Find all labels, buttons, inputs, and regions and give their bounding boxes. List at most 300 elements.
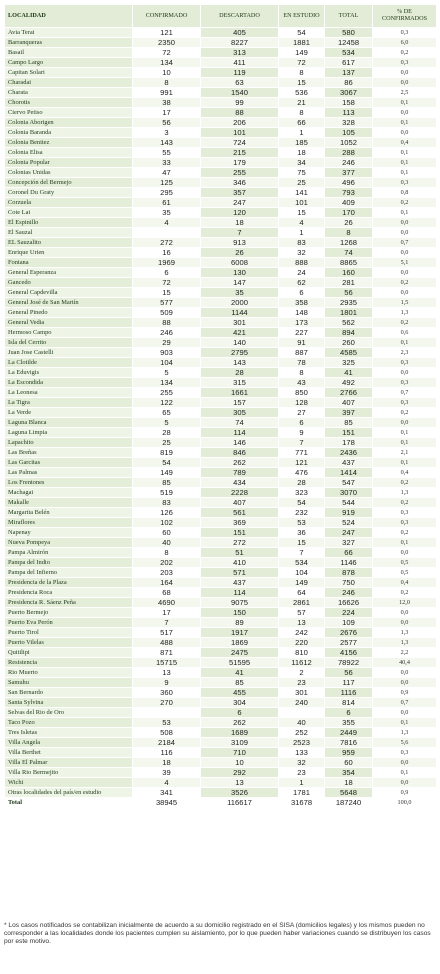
locality-cell: Resistencia xyxy=(5,658,133,668)
table-row xyxy=(5,568,437,578)
descartado-cell: 455 xyxy=(201,688,279,698)
total-cell: 547 xyxy=(325,478,373,488)
pct-cell: 0,3 xyxy=(373,358,437,368)
locality-cell: Corzuela xyxy=(5,198,133,208)
table-row xyxy=(5,88,437,98)
confirmado-cell: 819 xyxy=(133,448,201,458)
table-row xyxy=(5,788,437,798)
locality-cell: La Eduvigis xyxy=(5,368,133,378)
en-estudio-cell: 141 xyxy=(279,188,325,198)
pct-cell: 0,2 xyxy=(373,48,437,58)
total-cell: 750 xyxy=(325,578,373,588)
total-cell: 328 xyxy=(325,118,373,128)
table-row xyxy=(5,98,437,108)
footnote: * Los casos notificados se contabilizan inicialmente de acuerdo a su domicilio registrado en el SISA (domicilios legales) y los mismos pueden no corresponder a las localidades donde los pacientes cumplen su aislamiento, por lo que pueden haber variaciones cuando se distribuyen los casos por este motivo. xyxy=(4,922,431,946)
descartado-cell: 292 xyxy=(201,768,279,778)
pct-cell: 0,0 xyxy=(373,68,437,78)
en-estudio-cell: 173 xyxy=(279,318,325,328)
descartado-cell: 143 xyxy=(201,358,279,368)
pct-cell: 0,7 xyxy=(373,388,437,398)
locality-cell: Presidencia de la Plaza xyxy=(5,578,133,588)
table-row xyxy=(5,348,437,358)
confirmado-cell: 125 xyxy=(133,178,201,188)
confirmado-cell: 15 xyxy=(133,288,201,298)
confirmado-cell: 2184 xyxy=(133,738,201,748)
pct-cell: 0,0 xyxy=(373,128,437,138)
descartado-cell: 2475 xyxy=(201,648,279,658)
descartado-cell: 561 xyxy=(201,508,279,518)
total-cell: 246 xyxy=(325,588,373,598)
descartado-cell: 304 xyxy=(201,698,279,708)
locality-cell: Isla del Cerrito xyxy=(5,338,133,348)
locality-cell: Las Garcitas xyxy=(5,458,133,468)
table-row xyxy=(5,558,437,568)
descartado-cell: 2228 xyxy=(201,488,279,498)
table-row xyxy=(5,308,437,318)
total-cell: 178 xyxy=(325,438,373,448)
table-row xyxy=(5,528,437,538)
en-estudio-cell: 227 xyxy=(279,328,325,338)
en-estudio-cell: 54 xyxy=(279,498,325,508)
locality-cell: General Capdevilla xyxy=(5,288,133,298)
locality-cell: General Vedia xyxy=(5,318,133,328)
table-row xyxy=(5,38,437,48)
locality-cell: Enrique Urien xyxy=(5,248,133,258)
en-estudio-cell: 149 xyxy=(279,578,325,588)
locality-cell: Quitilipi xyxy=(5,648,133,658)
en-estudio-cell: 104 xyxy=(279,568,325,578)
table-row xyxy=(5,268,437,278)
confirmado-cell: 3 xyxy=(133,128,201,138)
pct-cell: 100,0 xyxy=(373,798,437,808)
pct-cell: 2,3 xyxy=(373,348,437,358)
table-row xyxy=(5,288,437,298)
table-row xyxy=(5,508,437,518)
pct-cell: 0,1 xyxy=(373,338,437,348)
locality-cell: Colonias Unidas xyxy=(5,168,133,178)
confirmado-cell: 102 xyxy=(133,518,201,528)
locality-cell: Puerto Tirol xyxy=(5,628,133,638)
confirmado-cell: 149 xyxy=(133,468,201,478)
descartado-cell: 2000 xyxy=(201,298,279,308)
descartado-cell: 85 xyxy=(201,678,279,688)
descartado-cell: 1869 xyxy=(201,638,279,648)
confirmado-cell: 72 xyxy=(133,48,201,58)
confirmado-cell: 56 xyxy=(133,118,201,128)
confirmado-cell: 255 xyxy=(133,388,201,398)
total-cell: 105 xyxy=(325,128,373,138)
total-cell: 66 xyxy=(325,548,373,558)
confirmado-cell: 121 xyxy=(133,28,201,38)
total-cell: 56 xyxy=(325,288,373,298)
locality-cell: Villa Angela xyxy=(5,738,133,748)
table-row xyxy=(5,468,437,478)
pct-cell: 12,0 xyxy=(373,598,437,608)
confirmado-cell: 4 xyxy=(133,778,201,788)
descartado-cell: 140 xyxy=(201,338,279,348)
table-row xyxy=(5,168,437,178)
en-estudio-cell: 6 xyxy=(279,288,325,298)
confirmado-cell: 60 xyxy=(133,528,201,538)
pct-cell: 0,2 xyxy=(373,498,437,508)
en-estudio-cell: 240 xyxy=(279,698,325,708)
descartado-cell: 3109 xyxy=(201,738,279,748)
descartado-cell: 1144 xyxy=(201,308,279,318)
confirmado-cell: 47 xyxy=(133,168,201,178)
descartado-cell: 272 xyxy=(201,538,279,548)
pct-cell: 0,9 xyxy=(373,788,437,798)
en-estudio-cell: 62 xyxy=(279,278,325,288)
en-estudio-cell: 13 xyxy=(279,618,325,628)
confirmado-cell: 53 xyxy=(133,718,201,728)
confirmado-cell: 295 xyxy=(133,188,201,198)
descartado-cell: 2795 xyxy=(201,348,279,358)
total-cell: 85 xyxy=(325,418,373,428)
locality-cell: La Escondida xyxy=(5,378,133,388)
pct-cell: 0,3 xyxy=(373,748,437,758)
en-estudio-cell xyxy=(279,708,325,718)
en-estudio-cell: 149 xyxy=(279,48,325,58)
en-estudio-cell: 534 xyxy=(279,558,325,568)
total-cell: 7816 xyxy=(325,738,373,748)
table-row xyxy=(5,698,437,708)
total-cell: 2449 xyxy=(325,728,373,738)
pct-cell: 0,0 xyxy=(373,218,437,228)
descartado-cell: 313 xyxy=(201,48,279,58)
locality-cell: Puerto Vilelas xyxy=(5,638,133,648)
total-cell: 247 xyxy=(325,528,373,538)
table-row xyxy=(5,768,437,778)
locality-cell: Puerto Eva Perón xyxy=(5,618,133,628)
pct-cell: 2,1 xyxy=(373,448,437,458)
pct-cell: 0,1 xyxy=(373,538,437,548)
confirmado-cell: 33 xyxy=(133,158,201,168)
total-cell: 1146 xyxy=(325,558,373,568)
locality-cell: Colonia Benitez xyxy=(5,138,133,148)
en-estudio-cell: 21 xyxy=(279,98,325,108)
locality-cell: Capitan Solari xyxy=(5,68,133,78)
confirmado-cell: 55 xyxy=(133,148,201,158)
table-row xyxy=(5,578,437,588)
descartado-cell: 28 xyxy=(201,368,279,378)
locality-cell: Makalle xyxy=(5,498,133,508)
en-estudio-cell: 220 xyxy=(279,638,325,648)
pct-cell: 1,3 xyxy=(373,628,437,638)
en-estudio-cell: 810 xyxy=(279,648,325,658)
locality-cell: Puerto Bermejo xyxy=(5,608,133,618)
descartado-cell: 179 xyxy=(201,158,279,168)
descartado-cell: 101 xyxy=(201,128,279,138)
total-cell: 260 xyxy=(325,338,373,348)
en-estudio-cell: 32 xyxy=(279,758,325,768)
en-estudio-cell: 66 xyxy=(279,118,325,128)
pct-cell: 0,2 xyxy=(373,198,437,208)
descartado-cell: 846 xyxy=(201,448,279,458)
confirmado-cell: 68 xyxy=(133,588,201,598)
pct-cell: 0,3 xyxy=(373,398,437,408)
confirmado-cell: 29 xyxy=(133,338,201,348)
confirmado-cell: 509 xyxy=(133,308,201,318)
total-cell: 355 xyxy=(325,718,373,728)
en-estudio-cell: 121 xyxy=(279,458,325,468)
en-estudio-cell: 887 xyxy=(279,348,325,358)
pct-cell: 0,0 xyxy=(373,108,437,118)
descartado-cell: 114 xyxy=(201,428,279,438)
table-header-row xyxy=(5,5,437,28)
pct-cell: 0,1 xyxy=(373,458,437,468)
total-cell: 1052 xyxy=(325,138,373,148)
total-cell: 562 xyxy=(325,318,373,328)
table-body xyxy=(5,28,437,808)
header-confirmado: CONFIRMADO xyxy=(133,5,201,28)
table-row xyxy=(5,378,437,388)
confirmado-cell: 38 xyxy=(133,98,201,108)
table-row xyxy=(5,518,437,528)
confirmado-cell xyxy=(133,228,201,238)
table-row xyxy=(5,498,437,508)
table-row xyxy=(5,198,437,208)
table-row xyxy=(5,358,437,368)
pct-cell: 5,6 xyxy=(373,738,437,748)
en-estudio-cell: 2 xyxy=(279,668,325,678)
pct-cell: 0,0 xyxy=(373,708,437,718)
en-estudio-cell: 54 xyxy=(279,28,325,38)
descartado-cell: 8227 xyxy=(201,38,279,48)
table-row xyxy=(5,228,437,238)
en-estudio-cell: 1 xyxy=(279,128,325,138)
confirmado-cell: 5 xyxy=(133,368,201,378)
pct-cell: 0,0 xyxy=(373,758,437,768)
locality-cell: Pampa Almirón xyxy=(5,548,133,558)
descartado-cell: 63 xyxy=(201,78,279,88)
table-row xyxy=(5,778,437,788)
pct-cell: 0,0 xyxy=(373,288,437,298)
pct-cell: 0,1 xyxy=(373,98,437,108)
confirmado-cell: 5 xyxy=(133,418,201,428)
confirmado-cell: 246 xyxy=(133,328,201,338)
descartado-cell: 710 xyxy=(201,748,279,758)
confirmado-cell: 9 xyxy=(133,678,201,688)
total-cell: 409 xyxy=(325,198,373,208)
pct-cell: 0,0 xyxy=(373,678,437,688)
confirmado-cell: 15715 xyxy=(133,658,201,668)
total-cell: 617 xyxy=(325,58,373,68)
descartado-cell: 130 xyxy=(201,268,279,278)
en-estudio-cell: 53 xyxy=(279,518,325,528)
en-estudio-cell: 24 xyxy=(279,268,325,278)
table-row xyxy=(5,148,437,158)
locality-cell: General José de San Martín xyxy=(5,298,133,308)
total-cell: 16626 xyxy=(325,598,373,608)
pct-cell: 6,0 xyxy=(373,38,437,48)
confirmado-cell: 88 xyxy=(133,318,201,328)
confirmado-cell: 83 xyxy=(133,498,201,508)
descartado-cell: 35 xyxy=(201,288,279,298)
pct-cell: 1,3 xyxy=(373,728,437,738)
locality-cell: Ciervo Petiso xyxy=(5,108,133,118)
descartado-cell: 74 xyxy=(201,418,279,428)
descartado-cell: 724 xyxy=(201,138,279,148)
confirmado-cell: 38945 xyxy=(133,798,201,808)
confirmado-cell: 10 xyxy=(133,68,201,78)
total-cell: 377 xyxy=(325,168,373,178)
table-row xyxy=(5,338,437,348)
descartado-cell: 18 xyxy=(201,218,279,228)
total-cell: 6 xyxy=(325,708,373,718)
confirmado-cell: 2350 xyxy=(133,38,201,48)
pct-cell: 0,0 xyxy=(373,78,437,88)
pct-cell: 2,2 xyxy=(373,648,437,658)
en-estudio-cell: 23 xyxy=(279,678,325,688)
locality-cell: Colonia Aborigen xyxy=(5,118,133,128)
pct-cell: 0,8 xyxy=(373,188,437,198)
en-estudio-cell: 301 xyxy=(279,688,325,698)
descartado-cell: 13 xyxy=(201,778,279,788)
locality-cell: General Esperanza xyxy=(5,268,133,278)
total-cell: 137 xyxy=(325,68,373,78)
descartado-cell: 437 xyxy=(201,578,279,588)
pct-cell: 0,7 xyxy=(373,698,437,708)
pct-cell: 0,0 xyxy=(373,668,437,678)
pct-cell: 0,4 xyxy=(373,578,437,588)
locality-cell: Villa Berthet xyxy=(5,748,133,758)
pct-cell: 0,3 xyxy=(373,28,437,38)
total-cell: 160 xyxy=(325,268,373,278)
locality-cell: Selvas del Rio de Oro xyxy=(5,708,133,718)
table-row xyxy=(5,118,437,128)
descartado-cell: 301 xyxy=(201,318,279,328)
locality-cell: Napenay xyxy=(5,528,133,538)
pct-cell: 0,3 xyxy=(373,178,437,188)
pct-cell: 0,0 xyxy=(373,548,437,558)
total-cell: 187240 xyxy=(325,798,373,808)
locality-cell: Taco Pozo xyxy=(5,718,133,728)
total-cell: 325 xyxy=(325,358,373,368)
total-cell: 397 xyxy=(325,408,373,418)
locality-cell: Total xyxy=(5,798,133,808)
en-estudio-cell: 64 xyxy=(279,588,325,598)
total-cell: 288 xyxy=(325,148,373,158)
descartado-cell: 150 xyxy=(201,608,279,618)
descartado-cell: 51 xyxy=(201,548,279,558)
en-estudio-cell: 1 xyxy=(279,778,325,788)
descartado-cell: 357 xyxy=(201,188,279,198)
total-cell: 2577 xyxy=(325,638,373,648)
confirmado-cell: 8 xyxy=(133,548,201,558)
descartado-cell: 421 xyxy=(201,328,279,338)
pct-cell: 5,1 xyxy=(373,258,437,268)
pct-cell: 0,2 xyxy=(373,588,437,598)
header-total: TOTAL xyxy=(325,5,373,28)
locality-cell: Machagai xyxy=(5,488,133,498)
table-row xyxy=(5,238,437,248)
locality-cell: Presidencia Roca xyxy=(5,588,133,598)
locality-cell: Presidencia R. Sáenz Peña xyxy=(5,598,133,608)
total-cell: 158 xyxy=(325,98,373,108)
table-row xyxy=(5,278,437,288)
table-row xyxy=(5,78,437,88)
table-row xyxy=(5,758,437,768)
table-row xyxy=(5,108,437,118)
descartado-cell: 119 xyxy=(201,68,279,78)
locality-cell: Villa El Palmar xyxy=(5,758,133,768)
table-row xyxy=(5,28,437,38)
en-estudio-cell: 1881 xyxy=(279,38,325,48)
en-estudio-cell: 850 xyxy=(279,388,325,398)
table-row xyxy=(5,708,437,718)
descartado-cell: 305 xyxy=(201,408,279,418)
locality-cell: La Verde xyxy=(5,408,133,418)
table-row xyxy=(5,648,437,658)
descartado-cell: 26 xyxy=(201,248,279,258)
locality-cell: La Clotilde xyxy=(5,358,133,368)
en-estudio-cell: 72 xyxy=(279,58,325,68)
descartado-cell: 1540 xyxy=(201,88,279,98)
locality-cell: Charata xyxy=(5,88,133,98)
locality-cell: El Sauzal xyxy=(5,228,133,238)
descartado-cell: 410 xyxy=(201,558,279,568)
confirmado-cell: 341 xyxy=(133,788,201,798)
total-cell: 78922 xyxy=(325,658,373,668)
total-cell: 8865 xyxy=(325,258,373,268)
en-estudio-cell: 75 xyxy=(279,168,325,178)
en-estudio-cell: 25 xyxy=(279,178,325,188)
locality-cell: Charadai xyxy=(5,78,133,88)
locality-cell: Rio Muerto xyxy=(5,668,133,678)
total-cell: 496 xyxy=(325,178,373,188)
pct-cell: 0,1 xyxy=(373,168,437,178)
confirmado-cell: 270 xyxy=(133,698,201,708)
pct-cell: 40,4 xyxy=(373,658,437,668)
pct-cell: 0,0 xyxy=(373,618,437,628)
descartado-cell: 315 xyxy=(201,378,279,388)
descartado-cell: 116617 xyxy=(201,798,279,808)
en-estudio-cell: 15 xyxy=(279,78,325,88)
confirmado-cell: 577 xyxy=(133,298,201,308)
cases-by-locality-table xyxy=(4,4,437,808)
total-cell: 959 xyxy=(325,748,373,758)
confirmado-cell: 6 xyxy=(133,268,201,278)
table-row xyxy=(5,408,437,418)
en-estudio-cell: 34 xyxy=(279,158,325,168)
locality-cell: General Pinedo xyxy=(5,308,133,318)
total-cell: 1414 xyxy=(325,468,373,478)
en-estudio-cell: 15 xyxy=(279,538,325,548)
table-row xyxy=(5,738,437,748)
table-row xyxy=(5,678,437,688)
locality-cell: Colonia Baranda xyxy=(5,128,133,138)
total-cell: 113 xyxy=(325,108,373,118)
locality-cell: Laguna Blanca xyxy=(5,418,133,428)
descartado-cell: 99 xyxy=(201,98,279,108)
locality-cell: Colonia Elisa xyxy=(5,148,133,158)
descartado-cell: 1689 xyxy=(201,728,279,738)
en-estudio-cell: 32 xyxy=(279,248,325,258)
pct-cell: 0,2 xyxy=(373,528,437,538)
descartado-cell: 7 xyxy=(201,228,279,238)
descartado-cell: 6008 xyxy=(201,258,279,268)
pct-cell: 0,1 xyxy=(373,208,437,218)
table-row xyxy=(5,688,437,698)
confirmado-cell: 134 xyxy=(133,58,201,68)
en-estudio-cell: 323 xyxy=(279,488,325,498)
table-row xyxy=(5,328,437,338)
descartado-cell: 247 xyxy=(201,198,279,208)
table-row xyxy=(5,598,437,608)
confirmado-cell: 17 xyxy=(133,108,201,118)
total-cell: 2436 xyxy=(325,448,373,458)
locality-cell: Tres Isletas xyxy=(5,728,133,738)
